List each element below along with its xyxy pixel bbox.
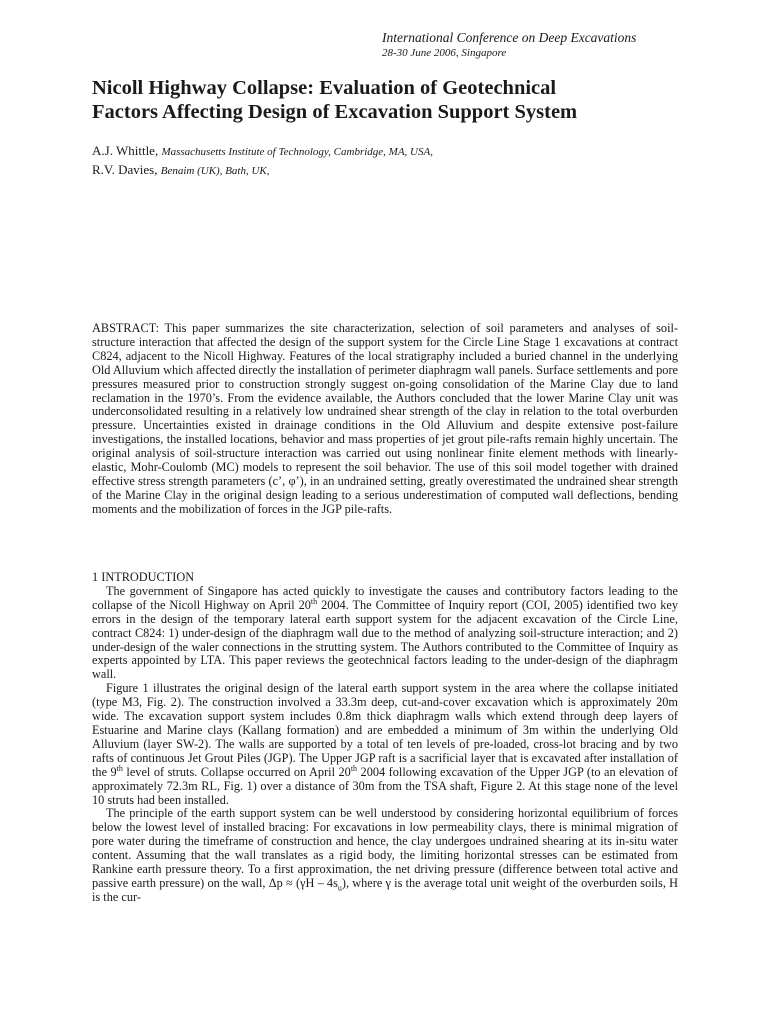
conference-dates: 28-30 June 2006, Singapore bbox=[382, 47, 507, 59]
paragraph-1: The government of Singapore has acted quickly to investigate the causes and contributory factors leading to the collapse of the Nicoll Highway on April 20th 2004. The Committee of Inquiry report (COI, 2005) identified two key errors in the design of the temporary lateral earth support system for the adjacent excavation of the Circle Line, contract C824: 1) under-design of the diaphragm wall due to the method of analyzing soil-structure interaction; and 2) under-design of the waler connections in the strutting system. The Authors contributed to the Committee of Inquiry as experts appointed by LTA. This paper reviews the geotechnical factors leading to the under-design of the diaphragm wall. bbox=[92, 583, 678, 682]
paragraph-3: The principle of the earth support system can be well understood by considering horizontal equilibrium of forces below the lowest level of installed bracing: For excavations in low permeability clays, there is minimal migration of pore water during the timeframe of construction and hence, the clay undergoes undrained shearing at its in-situ water content. Assuming that the wall translates as a rigid body, the limiting horizontal stresses can be estimated from Rankine earth pressure theory. To a first approximation, the net driving pressure (difference between total active and passive earth pressure) on the wall, $\Delta p \approx (\gamma H - 4s_u)$, where γ is the average total unit weight of the overburden soils, H is the cur- bbox=[92, 806, 679, 904]
author-affiliation: Benaim (UK), Bath, UK, bbox=[160, 165, 270, 177]
title-line-2: Factors Affecting Design of Excavation Support System bbox=[92, 101, 578, 123]
section-heading: 1 INTRODUCTION bbox=[92, 570, 195, 584]
introduction-section bbox=[92, 571, 678, 905]
author-affiliation: Massachusetts Institute of Technology, Cambridge, MA, USA, bbox=[161, 146, 433, 158]
abstract: ABSTRACT: This paper summarizes the site characterization, selection of soil parameters and analyses of soil-structure interaction that affected the design of the support system for the Circle Line Stage 1 excavations at contract C824, adjacent to the Nicoll Highway. Features of the local stratigraphy included a buried channel in the underlying Old Alluvium which affected directly the installation of perimeter diaphragm wall panels. Surface settlements and pore pressures measured prior to construction strongly suggest on-going consolidation of the Marine Clay due to land reclamation in the 1970’s. From the evidence available, the Authors concluded that the lower Marine Clay unit was underconsolidated resulting in a relatively low undrained shear strength of the clay in relation to the total overburden pressure. Uncertainties existed in drainage conditions in the Old Alluvium and despite extensive post-failure investigations, the installed locations, behavior and mass properties of jet grout pile-rafts remain highly uncertain. The original analysis of soil-structure interaction was carried out using nonlinear finite element methods with linearly-elastic, Mohr-Coulomb (MC) models to represent the soil behavior. The use of this soil model together with drained effective stress strength parameters (c’, φ’), in an undrained setting, greatly overestimated the undrained shear strength of the Marine Clay in the original design leading to a serious underestimation of computed wall deflections, bending moments and the mobilization of forces in the JGP pile-rafts. bbox=[92, 321, 678, 516]
conference-name: International Conference on Deep Excavations bbox=[382, 30, 637, 45]
conference-header bbox=[382, 30, 742, 60]
author-entry bbox=[92, 142, 732, 161]
title-line-1: Nicoll Highway Collapse: Evaluation of Geotechnical bbox=[92, 77, 557, 99]
author-name: R.V. Davies, bbox=[92, 162, 161, 177]
paper-title bbox=[92, 76, 732, 124]
author-entry bbox=[92, 161, 732, 180]
paragraph-2: Figure 1 illustrates the original design of the lateral earth support system in the area where the collapse initiated (type M3, Fig. 2). The construction involved a 33.3m deep, cut-and-cover excavation which is approximately 20m wide. The excavation support system includes 0.8m thick diaphragm walls which extend through deep layers of Estuarine and Marine clays (Kallang formation) and are embedded a minimum of 3m within the underlying Old Alluvium (layer SW-2). The walls are supported by a total of ten levels of pre-loaded, cross-lot bracing and by two rafts of continuous Jet Grout Piles (JGP). The Upper JGP raft is a sacrificial layer that is excavated after installation of the 9th level of struts. Collapse occurred on April 20th 2004 following excavation of the Upper JGP (to an elevation of approximately 72.3m RL, Fig. 1) over a distance of 30m from the TSA shaft, Figure 2. At this stage none of the level 10 struts had been installed. bbox=[92, 681, 678, 807]
author-list bbox=[92, 142, 732, 180]
author-name: A.J. Whittle, bbox=[92, 143, 162, 158]
